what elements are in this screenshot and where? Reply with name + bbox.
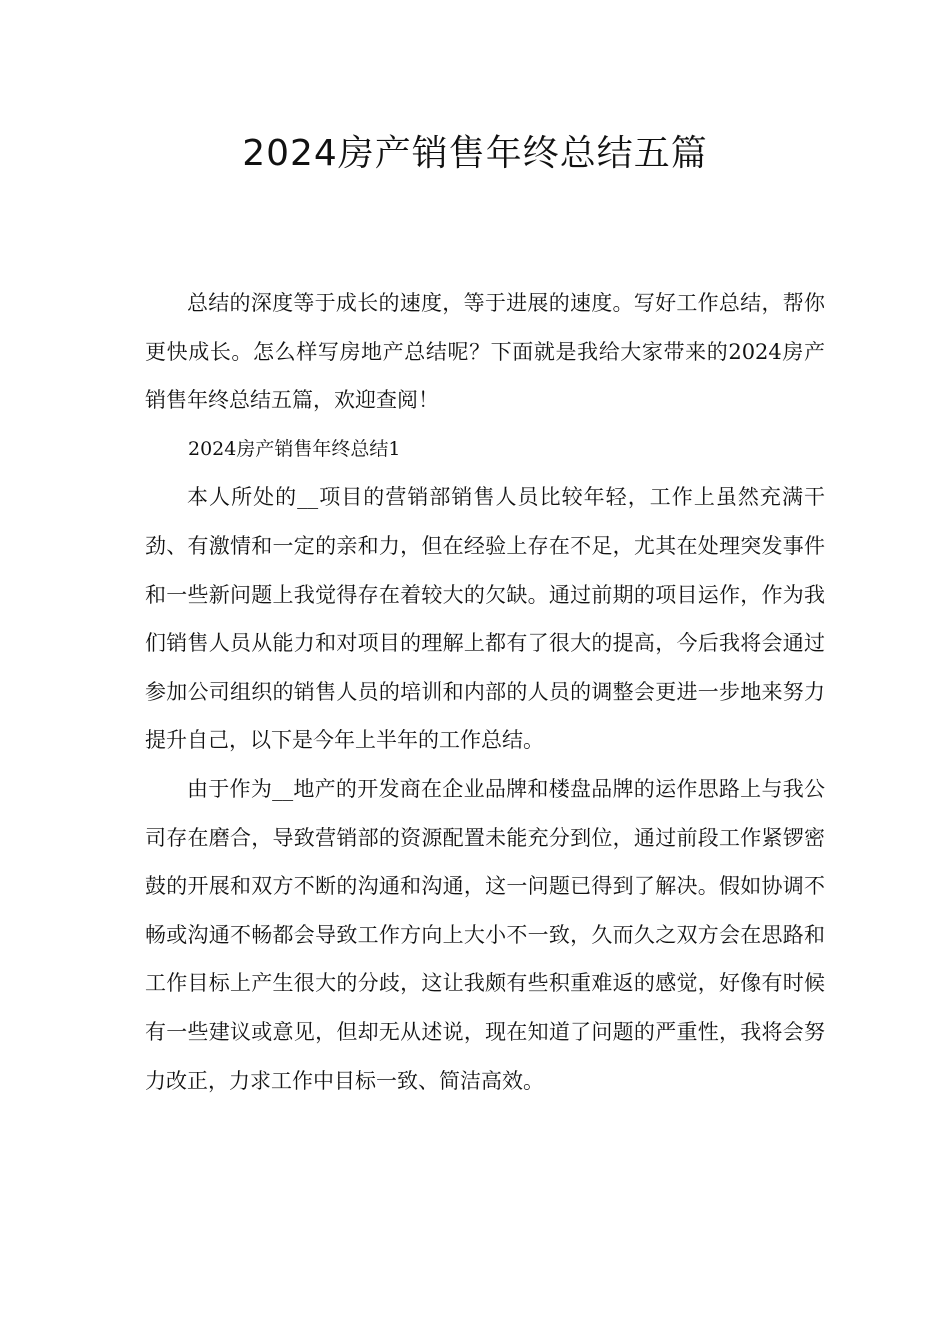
body-paragraph-1: 本人所处的__项目的营销部销售人员比较年轻，工作上虽然充满干劲、有激情和一定的亲和力，但在经验上存在不足，尤其在处理突发事件和一些新问题上我觉得存在着较大的欠缺。通过前期的项目运作，作为我们销售人员从能力和对项目的理解上都有了很大的提高，今后我将会通过参加公司组织的销售人员的培训和内部的人员的调整会更进一步地来努力提升自己，以下是今年上半年的工作总结。 <box>145 485 825 753</box>
body-paragraph-2: 由于作为__地产的开发商在企业品牌和楼盘品牌的运作思路上与我公司存在磨合，导致营销部的资源配置未能充分到位，通过前段工作紧锣密鼓的开展和双方不断的沟通和沟通，这一问题已得到了解决。假如协调不畅或沟通不畅都会导致工作方向上大小不一致，久而久之双方会在思路和工作目标上产生很大的分歧，这让我颇有些积重难返的感觉，好像有时候有一些建议或意见，但却无从述说，现在知道了问题的严重性，我将会努力改正，力求工作中目标一致、简洁高效。 <box>145 776 825 1093</box>
section-heading: 2024房产销售年终总结1 <box>188 437 401 460</box>
document-title: 2024房产销售年终总结五篇 <box>242 133 708 174</box>
document-body <box>145 279 825 1105</box>
intro-paragraph: 总结的深度等于成长的速度，等于进展的速度。写好工作总结，帮你更快成长。怎么样写房地产总结呢？下面就是我给大家带来的2024房产销售年终总结五篇，欢迎查阅！ <box>145 291 825 413</box>
